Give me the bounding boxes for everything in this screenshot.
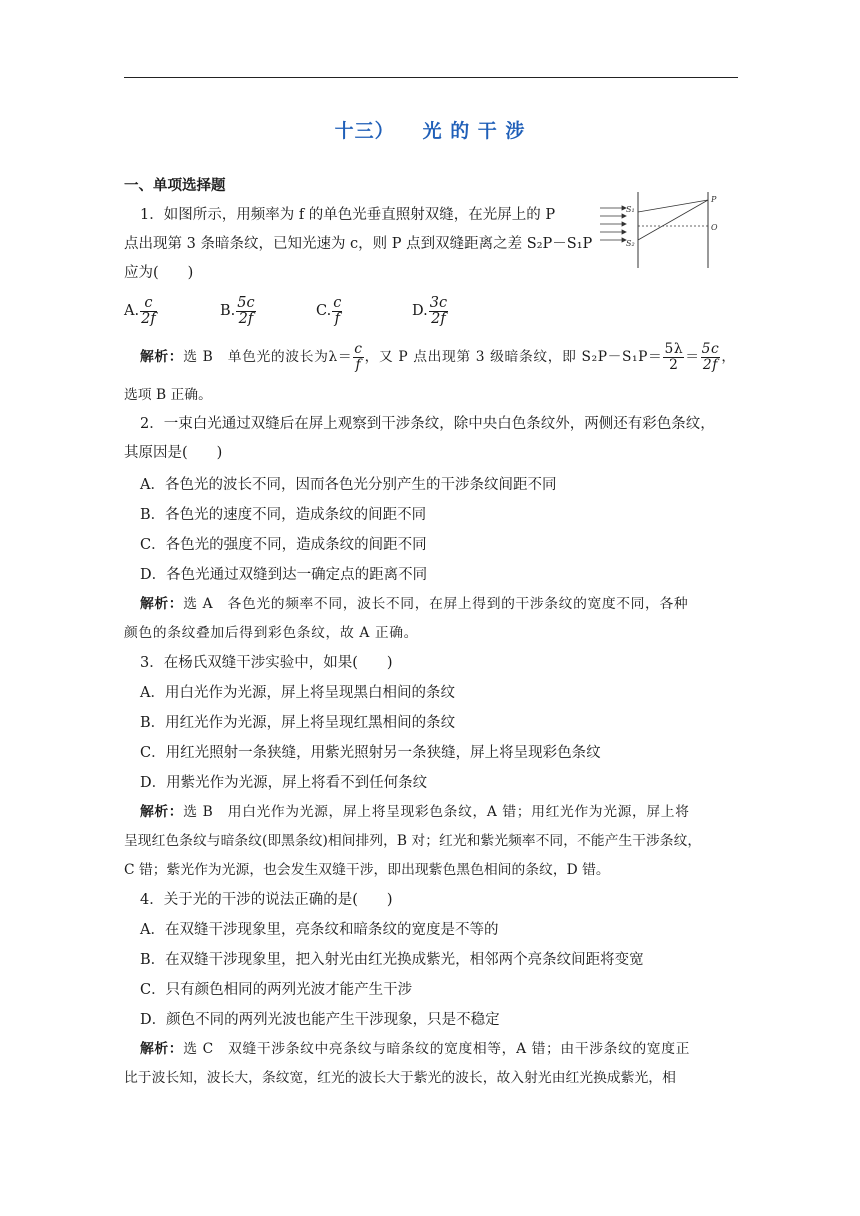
q1-stem-line1: 1．如图所示，用频率为 f 的单色光垂直照射双缝，在光屏上的 P	[140, 207, 556, 223]
q1-option-c[interactable]: C. $\frac{c}{f}$	[316, 294, 342, 327]
q4-option-c[interactable]: C．只有颜色相同的两列光波才能产生干涉	[140, 982, 413, 998]
q2-option-d[interactable]: D．各色光通过双缝到达一确定点的距离不同	[140, 567, 428, 583]
top-rule	[124, 77, 738, 78]
double-slit-diagram	[598, 190, 738, 270]
q3-answer-line1: 解析：选 B 用白光作为光源，屏上将呈现彩色条纹，A 错；用红光作为光源，屏上将	[140, 804, 690, 820]
incident-arrows-icon	[600, 206, 626, 242]
title-text: 光 的 干 涉	[422, 120, 526, 142]
q4-option-d[interactable]: D．颜色不同的两列光波也能产生干涉现象，只是不稳定	[140, 1012, 500, 1028]
q3-option-a[interactable]: A．用白光作为光源，屏上将呈现黑白相间的条纹	[140, 685, 455, 701]
q3-option-b[interactable]: B．用红光作为光源，屏上将呈现红黑相间的条纹	[140, 715, 456, 731]
q1-option-d[interactable]: D. $\frac{3c}{2f}$	[412, 294, 448, 327]
title-number: 十三）	[334, 120, 395, 142]
section-heading: 一、单项选择题	[124, 177, 226, 194]
label-s1: S₁	[626, 205, 635, 214]
q1-option-b[interactable]: B. $\frac{5c}{2f}$	[220, 294, 255, 327]
q4-answer-line2: 比于波长知，波长大，条纹宽，红光的波长大于紫光的波长，故入射光由红光换成紫光，相	[124, 1070, 676, 1086]
q1-option-a[interactable]: A. $\frac{c}{2f}$	[124, 294, 156, 327]
q2-option-b[interactable]: B．各色光的速度不同，造成条纹的间距不同	[140, 507, 427, 523]
q1-answer-line1: 解析：选 B 单色光的波长为λ＝ $\frac{c}{f}$ ，又 P 点出现第 3 级暗条纹，即 S₂P－S₁P＝ $\frac{5\lambda}{2}$ ＝ $\frac{5c}{2f}$ ，	[140, 341, 736, 373]
page-title	[0, 116, 860, 143]
label-p: P	[711, 195, 717, 204]
q4-option-b[interactable]: B．在双缝干涉现象里，把入射光由红光换成紫光，相邻两个亮条纹间距将变宽	[140, 952, 644, 968]
q2-answer-line1: 解析：选 A 各色光的频率不同，波长不同，在屏上得到的干涉条纹的宽度不同，各种	[140, 596, 689, 612]
q3-option-c[interactable]: C．用红光照射一条狭缝，用紫光照射另一条狭缝，屏上将呈现彩色条纹	[140, 745, 601, 761]
q2-stem-line1: 2．一束白光通过双缝后在屏上观察到干涉条纹，除中央白色条纹外，两侧还有彩色条纹，	[140, 416, 715, 432]
q3-answer-line3: C 错；紫光作为光源，也会发生双缝干涉，即出现紫色黑色相间的条纹，D 错。	[124, 862, 610, 878]
q4-answer-line1: 解析：选 C 双缝干涉条纹中亮条纹与暗条纹的宽度相等，A 错；由干涉条纹的宽度正	[140, 1041, 690, 1057]
q2-option-a[interactable]: A．各色光的波长不同，因而各色光分别产生的干涉条纹间距不同	[140, 477, 557, 493]
q1-answer-line2: 选项 B 正确。	[124, 387, 212, 403]
q1-options	[124, 295, 508, 327]
q3-answer-line2: 呈现红色条纹与暗条纹(即黑条纹)相间排列，B 对；红光和紫光频率不同，不能产生干涉条纹，	[124, 833, 702, 849]
q4-option-a[interactable]: A．在双缝干涉现象里，亮条纹和暗条纹的宽度是不等的	[140, 922, 499, 938]
q1-stem-line2: 点出现第 3 条暗条纹，已知光速为 c，则 P 点到双缝距离之差 S₂P－S₁P	[124, 236, 593, 252]
q1-stem-line3: 应为( )	[124, 265, 194, 281]
q2-option-c[interactable]: C．各色光的强度不同，造成条纹的间距不同	[140, 537, 427, 553]
q3-stem: 3．在杨氏双缝干涉实验中，如果( )	[140, 655, 393, 671]
q3-option-d[interactable]: D．用紫光作为光源，屏上将看不到任何条纹	[140, 775, 428, 791]
q2-stem-line2: 其原因是( )	[124, 445, 223, 461]
label-s2: S₂	[626, 239, 635, 248]
label-o: O	[711, 223, 718, 232]
q4-stem: 4．关于光的干涉的说法正确的是( )	[140, 892, 393, 908]
q2-answer-line2: 颜色的条纹叠加后得到彩色条纹，故 A 正确。	[124, 625, 419, 641]
